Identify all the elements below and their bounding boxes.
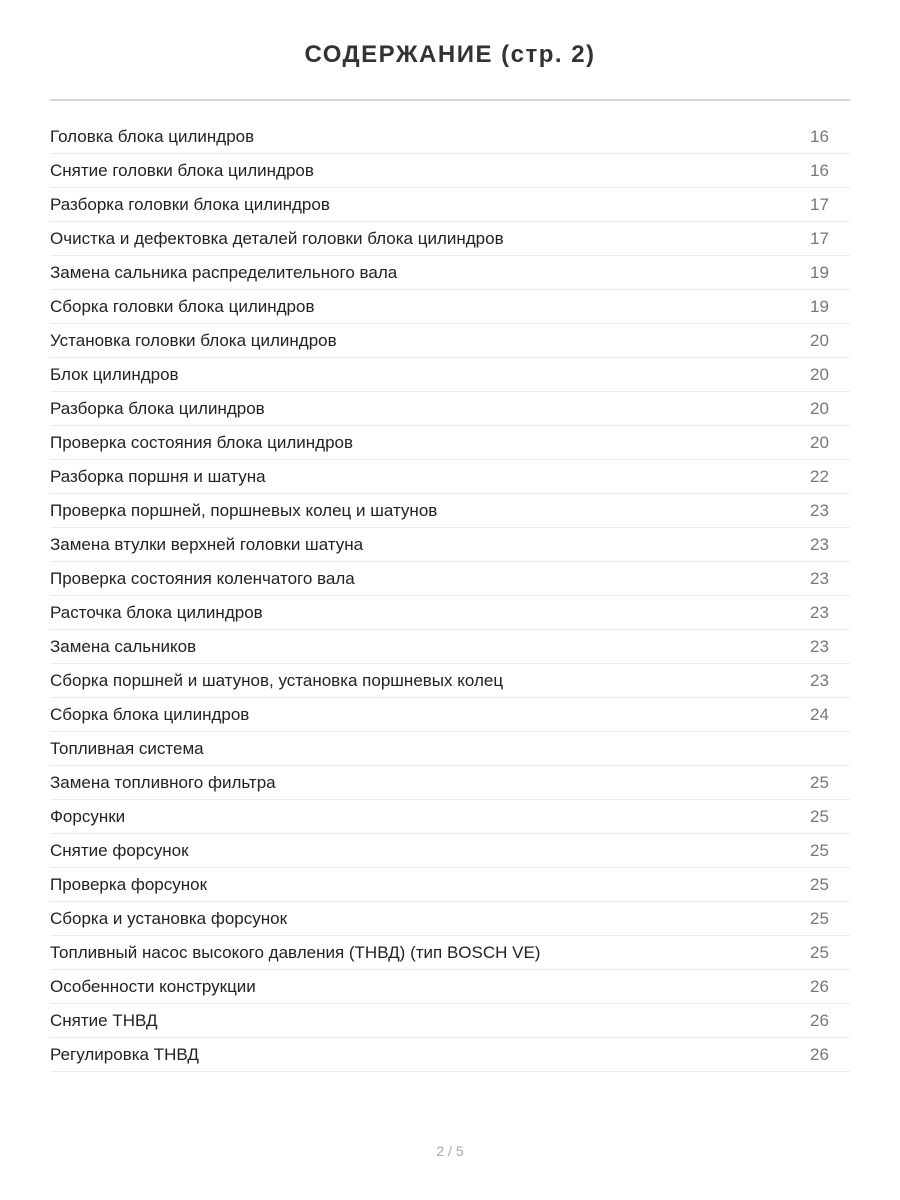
toc-entry[interactable] — [50, 970, 850, 1004]
toc-entry[interactable] — [50, 256, 850, 290]
toc-entry-page-number: 23 — [810, 602, 829, 622]
title-divider — [50, 99, 850, 101]
toc-entry-title: Расточка блока цилиндров — [50, 602, 263, 622]
toc-entry-title: Замена сальников — [50, 636, 197, 656]
toc-entry-title: Замена топливного фильтра — [50, 772, 276, 792]
toc-entry-page-number: 23 — [810, 636, 829, 656]
toc-entry[interactable] — [50, 358, 850, 392]
toc-entry[interactable] — [50, 460, 850, 494]
page-title: СОДЕРЖАНИЕ (стр. 2) — [304, 41, 596, 68]
toc-entry-page-number: 23 — [810, 534, 829, 554]
toc-entry[interactable] — [50, 766, 850, 800]
toc-entry-title: Установка головки блока цилиндров — [50, 330, 337, 350]
toc-entry-title: Очистка и дефектовка деталей головки блока цилиндров — [50, 228, 504, 248]
toc-entry[interactable] — [50, 1038, 850, 1072]
toc-entry[interactable] — [50, 426, 850, 460]
toc-entry-page-number: 23 — [810, 568, 829, 588]
toc-entry[interactable] — [50, 188, 850, 222]
toc-entry-page-number: 25 — [810, 908, 829, 928]
toc-entry[interactable] — [50, 936, 850, 970]
toc-entry-page-number: 22 — [810, 466, 829, 486]
toc-entry-page-number: 26 — [810, 1044, 829, 1064]
toc-entry-page-number: 19 — [810, 262, 829, 282]
toc-entry-title: Форсунки — [50, 806, 126, 826]
toc-entry[interactable] — [50, 528, 850, 562]
toc-entry-title: Снятие головки блока цилиндров — [50, 160, 314, 180]
toc-entry[interactable] — [50, 120, 850, 154]
toc-entry[interactable] — [50, 596, 850, 630]
toc-entry-title: Блок цилиндров — [50, 364, 179, 384]
toc-entry[interactable] — [50, 154, 850, 188]
toc-entry[interactable] — [50, 562, 850, 596]
toc-entry[interactable] — [50, 732, 850, 766]
toc-entry-page-number: 20 — [810, 330, 829, 350]
toc-entry-page-number: 17 — [810, 194, 829, 214]
toc-entry-title: Сборка головки блока цилиндров — [50, 296, 315, 316]
toc-entry-title: Сборка поршней и шатунов, установка поршневых колец — [50, 670, 504, 690]
toc-entry[interactable] — [50, 834, 850, 868]
toc-entry-page-number: 23 — [810, 670, 829, 690]
toc-entry-title: Проверка состояния коленчатого вала — [50, 568, 355, 588]
toc-entry-title: Регулировка ТНВД — [50, 1044, 199, 1064]
toc-entry-title: Проверка состояния блока цилиндров — [50, 432, 354, 452]
toc-entry-page-number: 19 — [810, 296, 829, 316]
toc-entry-title: Топливная система — [50, 738, 204, 758]
toc-list — [50, 120, 850, 1072]
toc-entry-title: Разборка головки блока цилиндров — [50, 194, 330, 214]
toc-entry[interactable] — [50, 902, 850, 936]
toc-entry[interactable] — [50, 290, 850, 324]
toc-entry-page-number: 25 — [810, 840, 829, 860]
page-indicator: 2 / 5 — [436, 1143, 464, 1159]
toc-entry-page-number: 26 — [810, 976, 829, 996]
toc-entry-page-number: 24 — [810, 704, 829, 724]
toc-entry-title: Снятие ТНВД — [50, 1010, 158, 1030]
toc-entry-title: Замена втулки верхней головки шатуна — [50, 534, 364, 554]
toc-entry-page-number: 25 — [810, 772, 829, 792]
toc-entry-title: Разборка блока цилиндров — [50, 398, 265, 418]
toc-entry[interactable] — [50, 494, 850, 528]
toc-entry-page-number: 25 — [810, 942, 829, 962]
toc-entry-page-number: 25 — [810, 806, 829, 826]
toc-entry-page-number: 16 — [810, 126, 829, 146]
toc-entry-title: Замена сальника распределительного вала — [50, 262, 398, 282]
toc-entry-title: Сборка и установка форсунок — [50, 908, 288, 928]
toc-entry-page-number: 20 — [810, 398, 829, 418]
toc-entry-title: Разборка поршня и шатуна — [50, 466, 266, 486]
toc-entry[interactable] — [50, 392, 850, 426]
toc-entry-title: Сборка блока цилиндров — [50, 704, 250, 724]
toc-entry-title: Снятие форсунок — [50, 840, 189, 860]
toc-entry[interactable] — [50, 800, 850, 834]
toc-entry-page-number: 26 — [810, 1010, 829, 1030]
toc-entry[interactable] — [50, 868, 850, 902]
toc-entry[interactable] — [50, 1004, 850, 1038]
toc-entry[interactable] — [50, 698, 850, 732]
toc-entry-title: Проверка поршней, поршневых колец и шатунов — [50, 500, 438, 520]
toc-entry-page-number: 25 — [810, 874, 829, 894]
toc-entry-title: Топливный насос высокого давления (ТНВД) (тип BOSCH VE) — [50, 942, 541, 962]
toc-entry[interactable] — [50, 324, 850, 358]
toc-entry[interactable] — [50, 630, 850, 664]
toc-entry-title: Проверка форсунок — [50, 874, 208, 894]
toc-entry[interactable] — [50, 664, 850, 698]
toc-entry-page-number: 23 — [810, 500, 829, 520]
toc-entry-page-number: 17 — [810, 228, 829, 248]
toc-entry[interactable] — [50, 222, 850, 256]
toc-entry-title: Головка блока цилиндров — [50, 126, 255, 146]
toc-entry-title: Особенности конструкции — [50, 976, 256, 996]
toc-entry-page-number: 20 — [810, 364, 829, 384]
toc-entry-page-number: 20 — [810, 432, 829, 452]
toc-entry-page-number: 16 — [810, 160, 829, 180]
